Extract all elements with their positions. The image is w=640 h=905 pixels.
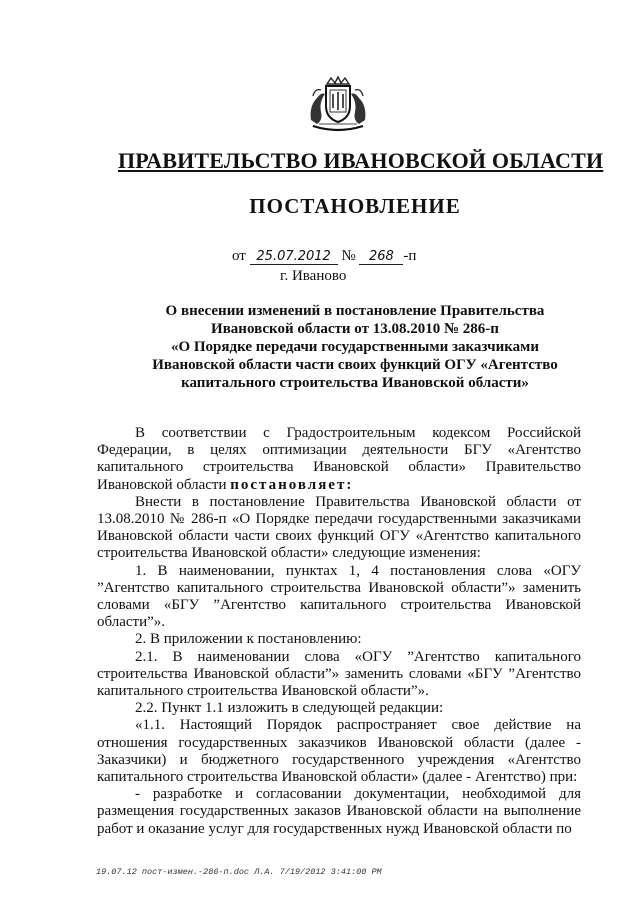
body-paragraph: - разработке и согласовании документации, необходимой для размещения государственных заказов Ивановской области на выполнение работ и оказание услуг для государственных нужд Ивановской области по <box>97 786 581 837</box>
body-paragraph: 2.1. В наименовании слова «ОГУ ”Агентство капитального строительства Ивановской области”» заменить словами «БГУ ”Агентство капитального строительства Ивановской области”». <box>97 648 581 700</box>
government-title: ПРАВИТЕЛЬСТВО ИВАНОВСКОЙ ОБЛАСТИ <box>118 148 604 173</box>
number-label: № <box>341 248 356 264</box>
number-suffix: -п <box>403 248 417 264</box>
date-number-line <box>232 248 492 265</box>
subject-line: Ивановской области от 13.08.2010 № 286-п <box>211 321 499 337</box>
body-paragraph: 1. В наименовании, пунктах 1, 4 постановления слова «ОГУ ”Агентство капитального строительства Ивановской области”» заменить словами «БГУ ”Агентство капитального строительства Ивановской области”». <box>97 562 581 631</box>
subject-line: Ивановской области части своих функций ОГУ «Агентство <box>152 357 558 373</box>
body-paragraph: Внести в постановление Правительства Ивановской области от 13.08.2010 № 286-п «О Порядке передачи государственными заказчиками Ивановской области части своих функций ОГУ «Агентство капитального строительства Ивановской области» следующие изменения: <box>97 493 581 562</box>
date-label: от <box>232 248 246 264</box>
city-line: г. Иваново <box>280 268 347 284</box>
document-type-heading: ПОСТАНОВЛЕНИЕ <box>249 194 461 218</box>
coat-of-arms-icon <box>305 76 371 134</box>
document-body <box>97 425 581 838</box>
document-subject <box>130 302 580 392</box>
subject-line: капитального строительства Ивановской области» <box>181 375 529 391</box>
document-number: 268 <box>359 250 403 265</box>
subject-line: О внесении изменений в постановление Правительства <box>165 303 545 319</box>
preamble-text: В соответствии с Градостроительным кодексом Российской Федерации, в целях оптимизации деятельности БГУ «Агентство капитального строительства Ивановской области» Правительство Ивановской области <box>97 425 581 493</box>
decree-word: постановляет: <box>230 476 354 493</box>
preamble-paragraph <box>97 425 581 494</box>
subject-line: «О Порядке передачи государственными заказчиками <box>170 339 540 355</box>
body-paragraph: «1.1. Настоящий Порядок распространяет свое действие на отношения государственных заказчиков Ивановской области (далее - Заказчики) и бюджетного государственного учреждения «Агентство капитального строительства Ивановской области» (далее - Агентство) при: <box>97 717 581 786</box>
body-paragraph: 2.2. Пункт 1.1 изложить в следующей редакции: <box>135 700 444 717</box>
document-date: 25.07.2012 <box>250 250 338 265</box>
file-footer: 19.07.12 пост-измен.-286-п.doc Л.А. 7/19/2012 3:41:00 PM <box>96 867 382 877</box>
body-paragraph: 2. В приложении к постановлению: <box>135 631 362 648</box>
